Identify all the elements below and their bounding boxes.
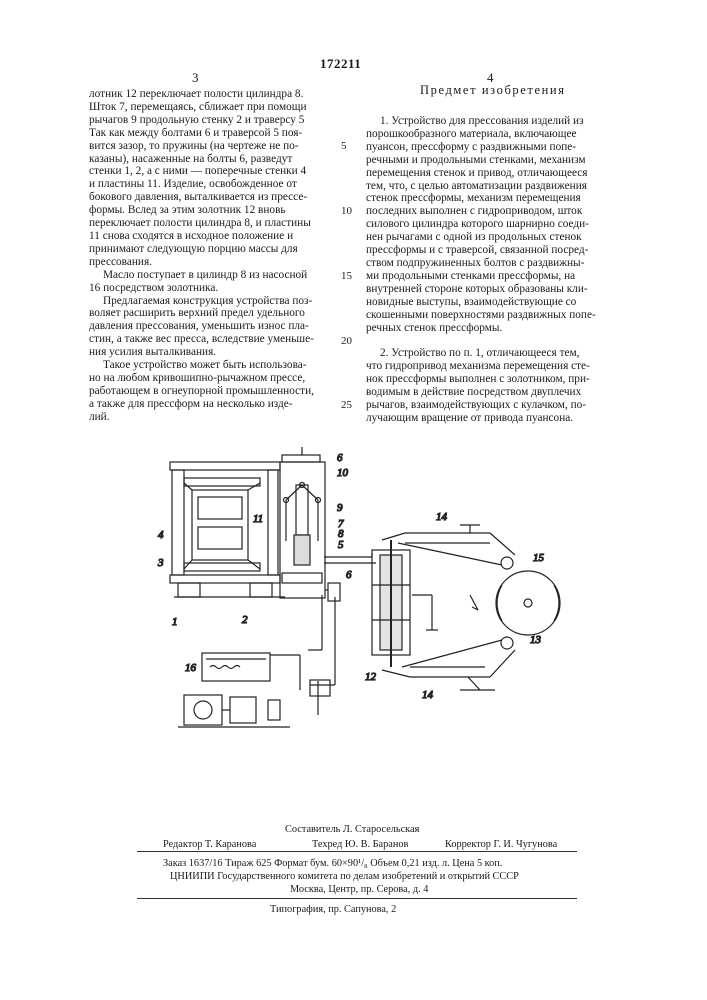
text-line: Шток 7, перемещаясь, сближает при помощи	[89, 101, 339, 114]
editors-row	[163, 838, 583, 851]
figure-label-12: 12	[365, 671, 377, 683]
text-line: речных стенок прессформы.	[366, 322, 632, 335]
text-line: переключает полости цилиндра 8, и пластины	[89, 217, 339, 230]
text-line: речными и продольными стенками, механизм	[366, 154, 632, 167]
text-line: нок прессформы выполнен с золотником, при-	[366, 373, 632, 386]
text-line: бокового давления, выталкивается из прессе-	[89, 191, 339, 204]
text-line: вится зазор, то пружины (на чертеже не по-	[89, 140, 339, 153]
right-column-number: 4	[487, 70, 494, 86]
compiler-line: Составитель Л. Старосельская	[285, 823, 419, 836]
text-line: силового цилиндра которого шарнирно соеди-	[366, 218, 632, 231]
text-line: внутренней стороне которых образованы кли-	[366, 283, 632, 296]
figure-label-15: 15	[533, 552, 545, 564]
text-line: Предлагаемая конструкция устройства поз-	[89, 295, 339, 308]
figure-label-4: 4	[158, 529, 164, 541]
right-text-column	[366, 115, 632, 425]
text-line: пуансон, прессформу с раздвижными попе-	[366, 141, 632, 154]
text-line: казаны), насаженные на болты 6, разведут	[89, 153, 339, 166]
mechanism-drawing	[150, 445, 580, 735]
printer-line: Типография, пр. Сапунова, 2	[270, 903, 396, 916]
figure-label-13: 13	[530, 634, 542, 646]
margin-line-numbers	[341, 0, 361, 1]
text-line: тем, что, с целью автоматизации раздвижения	[366, 180, 632, 193]
text-line: 1. Устройство для прессования изделий из	[366, 115, 632, 128]
figure-label-7: 7	[338, 518, 344, 530]
text-line: последних выполнен с гидроприводом, шток	[366, 205, 632, 218]
text-line: что гидропривод механизма перемещения сте-	[366, 360, 632, 373]
text-line: формы. Вслед за этим золотник 12 вновь	[89, 204, 339, 217]
text-line: ством подпружиненных болтов с раздвижны-	[366, 257, 632, 270]
figure-label-6a: 6	[337, 452, 343, 464]
text-line: стенки 1, 2, а с ними — поперечные стенки 4	[89, 165, 339, 178]
text-line: ния усилия выталкивания.	[89, 346, 339, 359]
text-line: перемещения стенок и привод, отличающееся	[366, 167, 632, 180]
text-line: 16 посредством золотника.	[89, 282, 339, 295]
cylinder-assembly	[280, 447, 340, 601]
text-line: прессформы и с траверсой, связанной посред-	[366, 244, 632, 257]
figure-label-14b: 14	[422, 689, 434, 701]
text-line: и пластины 11. Изделие, освобожденное от	[89, 178, 339, 191]
text-line: 11 снова сходятся в исходное положение и	[89, 230, 339, 243]
figure-label-1: 1	[172, 616, 178, 628]
figure-label-6b: 6	[346, 569, 352, 581]
text-line: нен рычагами с одной из продольных стенок	[366, 231, 632, 244]
press-frame	[170, 462, 285, 597]
margin-number: 15	[341, 270, 352, 282]
figure-label-3: 3	[157, 557, 164, 569]
text-line: воляет расширить верхний предел удельного	[89, 307, 339, 320]
cam	[470, 557, 560, 649]
spool-valve	[372, 540, 438, 667]
figure-label-14a: 14	[436, 511, 448, 523]
text-line: а также для прессформ на несколько изде-	[89, 398, 339, 411]
margin-number: 5	[341, 140, 347, 152]
text-line: порошкообразного материала, включающее	[366, 128, 632, 141]
divider	[137, 898, 577, 899]
figure-label-9: 9	[337, 502, 343, 514]
text-line: стин, а также вес пресса, вследствие уменьше-	[89, 333, 339, 346]
figure-label-2: 2	[242, 614, 248, 626]
text-line: принимают следующую порцию массы для	[89, 243, 339, 256]
corrector-credit: Корректор Г. И. Чугунова	[445, 838, 557, 851]
institute-line: ЦНИИПИ Государственного комитета по делам изобретений и открытий СССР	[170, 870, 519, 883]
text-line: работающем в огнеупорной промышленности,	[89, 385, 339, 398]
claims-heading: Предмет изобретения	[420, 83, 566, 98]
margin-number: 20	[341, 335, 352, 347]
techred-credit: Техред Ю. В. Баранов	[312, 838, 408, 851]
text-line: стенок прессформы, механизм перемещения	[366, 192, 632, 205]
margin-number: 10	[341, 205, 352, 217]
text-line: Так как между болтами 6 и траверсой 5 поя-	[89, 127, 339, 140]
text-line: но на любом кривошипно-рычажном прессе,	[89, 372, 339, 385]
text-line: лотник 12 переключает полости цилиндра 8.	[89, 88, 339, 101]
hydraulic-lines	[308, 553, 376, 715]
text-line: водимым в действие посредством двуплечих	[366, 386, 632, 399]
margin-number: 25	[341, 399, 352, 411]
figure-label-10: 10	[337, 467, 349, 479]
text-line: лий.	[89, 411, 339, 424]
figure-label-11: 11	[253, 513, 263, 525]
figure-label-5: 5	[338, 539, 344, 551]
text-line: Масло поступает в цилиндр 8 из насосной	[89, 269, 339, 282]
text-line: прессования.	[89, 256, 339, 269]
pump-station	[178, 653, 330, 727]
text-line: лучающим вращение от привода пуансона.	[366, 412, 632, 425]
figure-label-8: 8	[338, 528, 344, 540]
text-line: ми продольными стенками прессформы, на	[366, 270, 632, 283]
text-line: новидные выступы, взаимодействующие со	[366, 296, 632, 309]
editor-credit: Редактор Т. Каранова	[163, 838, 256, 851]
text-line: давления прессования, уменьшить износ пла-	[89, 320, 339, 333]
left-text-column	[89, 88, 339, 424]
text-line: Такое устройство может быть использова-	[89, 359, 339, 372]
left-column-number: 3	[192, 70, 199, 86]
text-line: 2. Устройство по п. 1, отличающееся тем,	[366, 347, 632, 360]
patent-number: 172211	[320, 56, 361, 72]
text-line: рычагов 9 продольную стенку 2 и траверсу 5	[89, 114, 339, 127]
text-line: скошенными поверхностями раздвижных попе-	[366, 309, 632, 322]
order-line: Заказ 1637/16 Тираж 625 Формат бум. 60×90¹/₈ Объем 0,21 изд. л. Цена 5 коп.	[163, 857, 502, 870]
text-line: рычагов, взаимодействующих с кулачком, по-	[366, 399, 632, 412]
divider	[137, 851, 577, 852]
address-line: Москва, Центр, пр. Серова, д. 4	[290, 883, 428, 896]
figure-label-16: 16	[185, 662, 197, 674]
